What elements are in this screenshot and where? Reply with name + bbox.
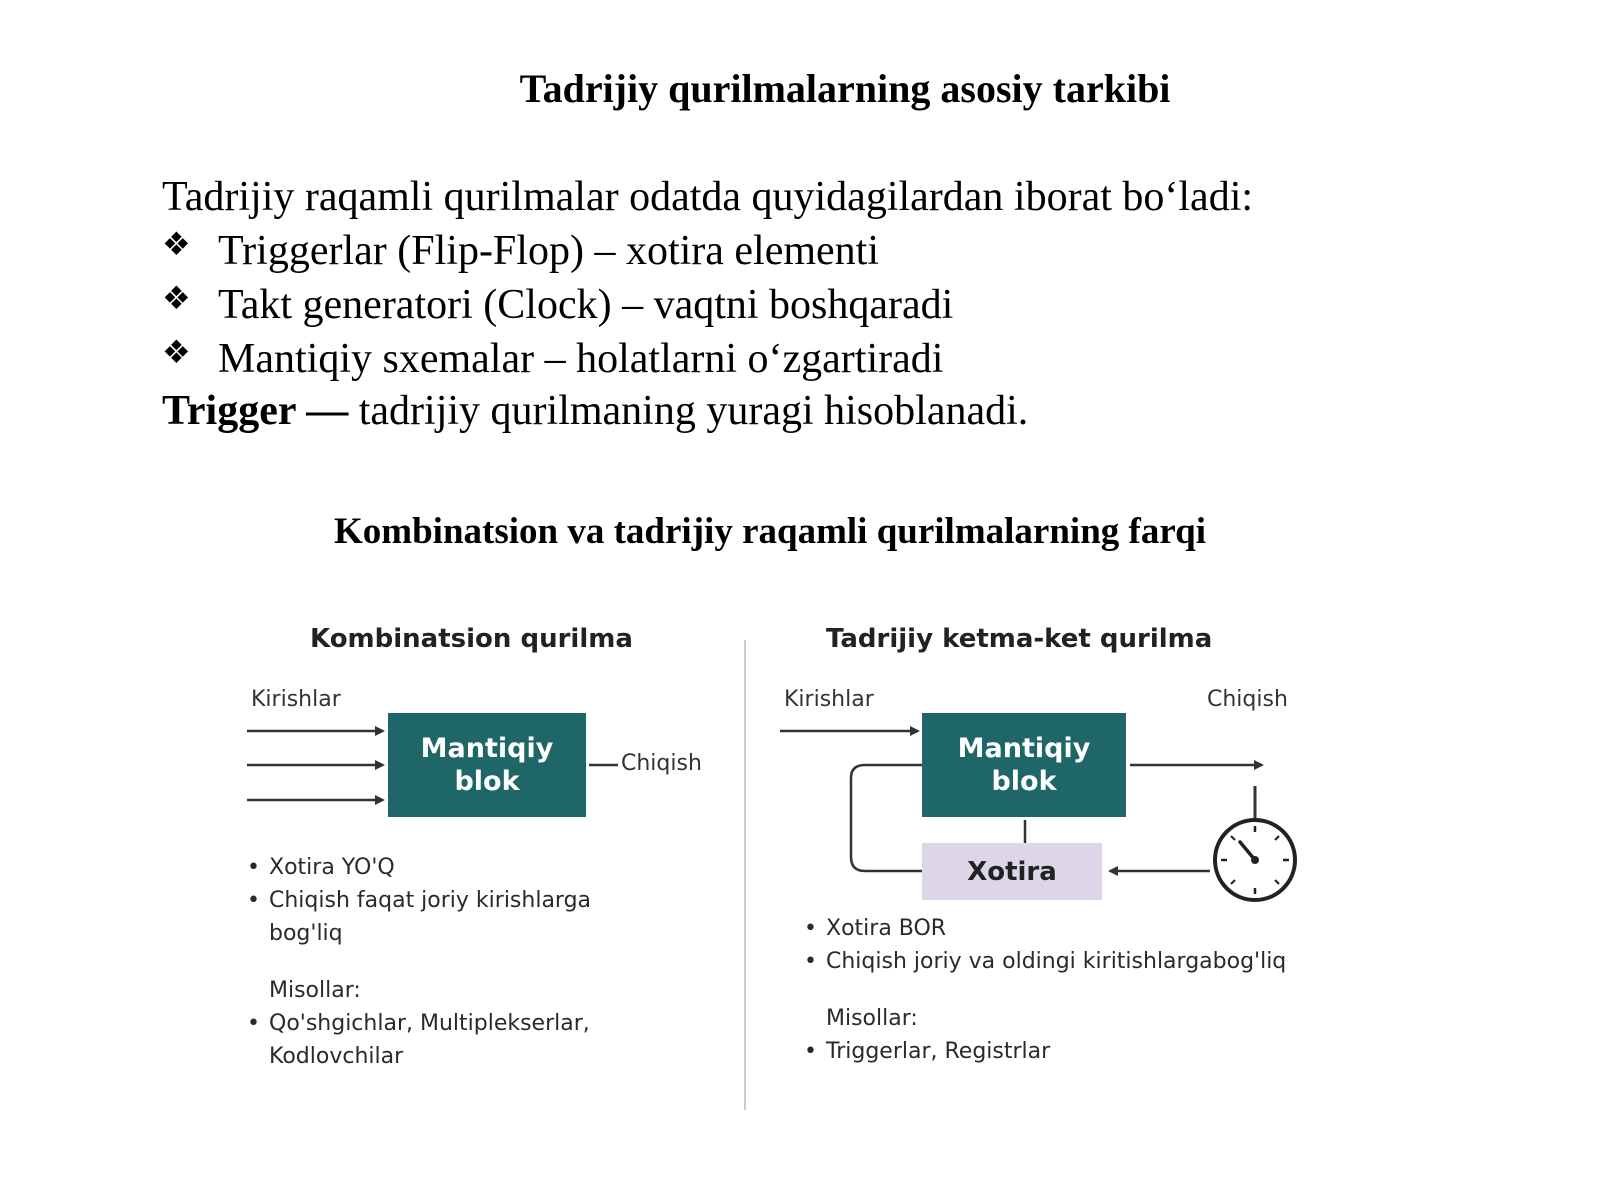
list-item-continuation: Kodlovchilar <box>269 1044 404 1069</box>
list-item: • Xotira YO'Q <box>247 851 591 884</box>
diamond-bullet-icon: ❖ <box>162 334 191 370</box>
examples-label: Misollar: <box>269 978 361 1003</box>
block-line1: Mantiqiy <box>420 733 554 764</box>
diamond-bullet-icon: ❖ <box>162 226 191 262</box>
inputs-label: Kirishlar <box>784 687 874 712</box>
list-item: • Chiqish joriy va oldingi kiritishlargabog'liq <box>804 945 1286 978</box>
logic-block <box>922 713 1126 817</box>
clock-icon <box>1215 786 1295 900</box>
output-label: Chiqish <box>621 751 702 776</box>
examples-label: Misollar: <box>826 1006 918 1031</box>
feedback-loop <box>851 765 923 871</box>
inputs-label: Kirishlar <box>251 687 341 712</box>
slide-title: Tadrijiy qurilmalarning asosiy tarkibi <box>519 66 1171 111</box>
list-item-text: Takt generatori (Clock) – vaqtni boshqaradi <box>218 282 954 328</box>
list-item-text: Mantiqiy sxemalar – holatlarni o‘zgartiradi <box>218 336 944 382</box>
list-item-text: Triggerlar (Flip-Flop) – xotira elementi <box>218 228 880 274</box>
block-line2: blok <box>454 766 520 797</box>
list-item-continuation: bog'liq <box>269 921 343 946</box>
combinational-title: Kombinatsion qurilma <box>310 624 633 654</box>
list-item: • Triggerlar, Registrlar <box>804 1035 1286 1068</box>
output-label: Chiqish <box>1207 687 1288 712</box>
trigger-term: Trigger — <box>162 388 349 434</box>
combinational-info <box>247 851 591 1073</box>
list-item: • Chiqish faqat joriy kirishlarga <box>247 884 591 917</box>
logic-block <box>388 713 586 817</box>
list-item: • Qo'shgichlar, Multiplekserlar, <box>247 1007 591 1040</box>
diamond-bullet-icon: ❖ <box>162 280 191 316</box>
memory-block: Xotira <box>922 843 1102 900</box>
trigger-description: tadrijiy qurilmaning yuragi hisoblanadi. <box>348 388 1029 434</box>
section-title: Kombinatsion va tadrijiy raqamli qurilmalarning farqi <box>334 511 1206 552</box>
sequential-info <box>804 912 1286 1068</box>
sequential-title: Tadrijiy ketma-ket qurilma <box>826 624 1213 654</box>
list-item: • Xotira BOR <box>804 912 1286 945</box>
block-line1: Mantiqiy <box>957 733 1091 764</box>
block-line2: blok <box>991 766 1057 797</box>
intro-text: Tadrijiy raqamli qurilmalar odatda quyidagilardan iborat bo‘ladi: <box>162 174 1254 220</box>
